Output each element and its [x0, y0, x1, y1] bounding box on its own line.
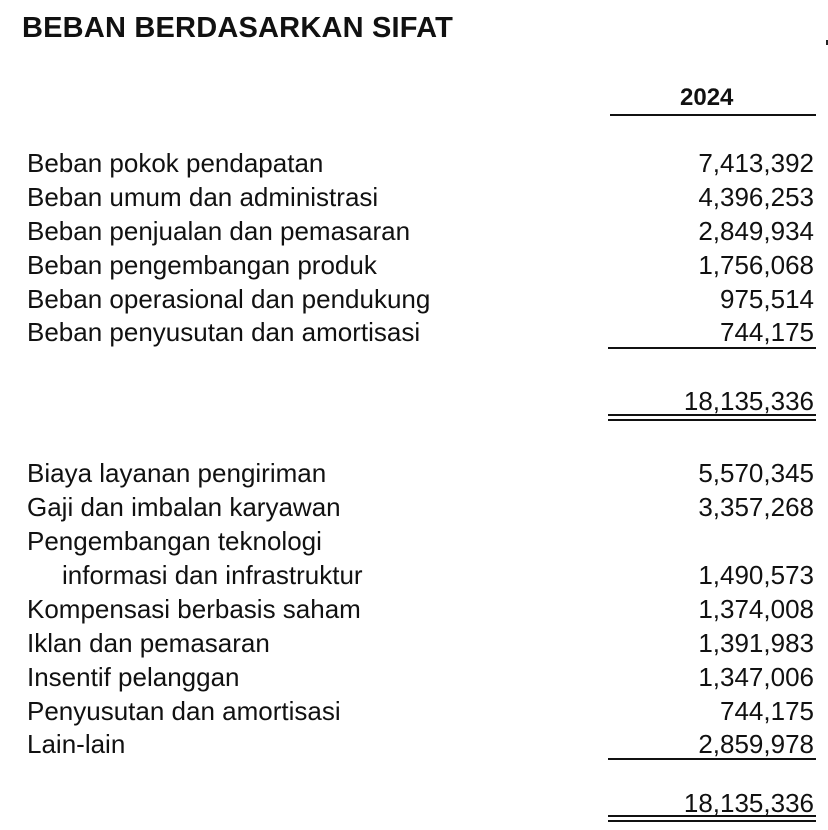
row-label: Beban umum dan administrasi	[27, 182, 379, 212]
table-row	[0, 148, 828, 182]
row-label: Insentif pelanggan	[27, 662, 240, 692]
row-value: 744,175	[720, 696, 814, 726]
total-value: 18,135,336	[683, 788, 814, 818]
row-value: 975,514	[720, 284, 814, 314]
table-row	[0, 560, 828, 594]
row-label: Beban operasional dan pendukung	[27, 284, 431, 314]
table-row	[0, 526, 828, 560]
row-value: 1,490,573	[698, 560, 814, 590]
table-row	[0, 458, 828, 492]
year-column-header	[610, 84, 816, 116]
row-label: Kompensasi berbasis saham	[27, 594, 361, 624]
row-value: 5,570,345	[698, 458, 814, 488]
row-label: Beban penyusutan dan amortisasi	[27, 317, 421, 347]
table-row	[0, 216, 828, 250]
table-row	[0, 594, 828, 628]
subtotal-rule	[608, 758, 816, 760]
table-row	[0, 182, 828, 216]
table-row	[0, 317, 828, 351]
row-value: 1,347,006	[698, 662, 814, 692]
row-value: 4,396,253	[698, 182, 814, 212]
row-value: 1,756,068	[698, 250, 814, 280]
table-row	[0, 662, 828, 696]
row-label: Beban pengembangan produk	[27, 250, 377, 280]
page-title: BEBAN BERDASARKAN SIFAT	[22, 12, 454, 44]
row-value: 2,859,978	[698, 729, 814, 759]
row-value: 744,175	[720, 317, 814, 347]
row-label: Biaya layanan pengiriman	[27, 458, 327, 488]
row-label: Penyusutan dan amortisasi	[27, 696, 341, 726]
subtotal-rule	[608, 347, 816, 349]
table-row	[0, 696, 828, 730]
row-label: Gaji dan imbalan karyawan	[27, 492, 341, 522]
table-row	[0, 250, 828, 284]
row-value: 1,374,008	[698, 594, 814, 624]
row-value: 7,413,392	[698, 148, 814, 178]
row-label: Lain-lain	[27, 729, 126, 759]
total-double-rule	[608, 414, 816, 421]
row-label: Pengembangan teknologi	[27, 526, 322, 556]
table-row	[0, 492, 828, 526]
row-value: 1,391,983	[698, 628, 814, 658]
year-label: 2024	[680, 84, 734, 111]
table-row	[0, 284, 828, 318]
total-double-rule	[608, 815, 816, 822]
row-label: Beban pokok pendapatan	[27, 148, 324, 178]
total-value: 18,135,336	[683, 386, 814, 416]
table-row	[0, 628, 828, 662]
row-label: Beban penjualan dan pemasaran	[27, 216, 411, 246]
row-value: 2,849,934	[698, 216, 814, 246]
row-value: 3,357,268	[698, 492, 814, 522]
row-label: informasi dan infrastruktur	[62, 560, 363, 590]
row-label: Iklan dan pemasaran	[27, 628, 270, 658]
